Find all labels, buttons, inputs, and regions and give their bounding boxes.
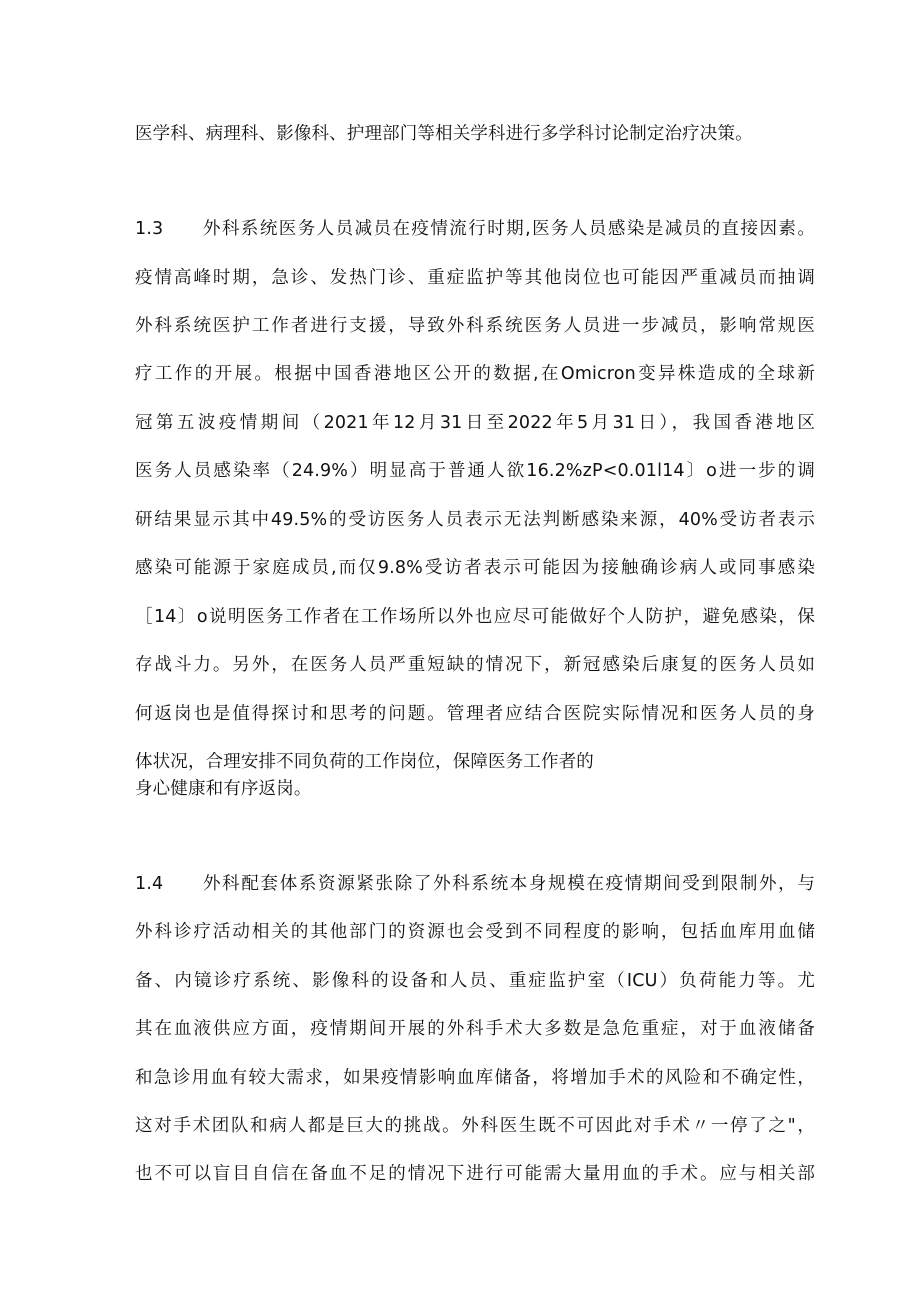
paragraph-line: 存战斗力。另外，在医务人员严重短缺的情况下，新冠感染后康复的医务人员如	[135, 655, 815, 675]
paragraph-line: 外科系统医护工作者进行支援，导致外科系统医务人员进一步减员，影响常规医	[135, 316, 815, 336]
paragraph-line: 这对手术团队和病人都是巨大的挑战。外科医生既不可因此对手术〃一停了之"，	[135, 1116, 815, 1136]
paragraph-line: 身心健康和有序返岗。	[135, 779, 312, 799]
section-heading-text: 外科系统医务人员减员在疫情流行时期,医务人员感染是减员的直接因素。	[203, 219, 815, 239]
paragraph-line: 疫情高峰时期，急诊、发热门诊、重症监护等其他岗位也可能因严重减员而抽调	[135, 268, 815, 288]
section-number: 1.3	[135, 219, 164, 239]
intro-paragraph-line: 医学科、病理科、影像科、护理部门等相关学科进行多学科讨论制定治疗决策。	[135, 124, 753, 144]
paragraph-line: 备、内镜诊疗系统、影像科的设备和人员、重症监护室（ICU）负荷能力等。尤	[135, 971, 815, 991]
section-number: 1.4	[135, 874, 164, 894]
paragraph-line: 体状况，合理安排不同负荷的工作岗位，保障医务工作者的	[135, 752, 594, 772]
paragraph-line: 其在血液供应方面，疫情期间开展的外科手术大多数是急危重症，对于血液储备	[135, 1019, 815, 1039]
paragraph-line: 何返岗也是值得探讨和思考的问题。管理者应结合医院实际情况和医务人员的身	[135, 704, 815, 724]
paragraph-line: 也不可以盲目自信在备血不足的情况下进行可能需大量用血的手术。应与相关部	[135, 1164, 815, 1184]
paragraph-line: 冠第五波疫情期间（2021年12月31日至2022年5月31日），我国香港地区	[135, 413, 815, 433]
paragraph-line: 医务人员感染率（24.9%）明显高于普通人欲16.2%zP<0.01l14〕o进一步的调	[135, 461, 815, 481]
paragraph-line: 研结果显示其中49.5%的受访医务人员表示无法判断感染来源，40%受访者表示	[135, 510, 815, 530]
paragraph-line: ［14〕o说明医务工作者在工作场所以外也应尽可能做好个人防护，避免感染，保	[135, 607, 815, 627]
paragraph-line: 和急诊用血有较大需求，如果疫情影响血库储备，将增加手术的风险和不确定性，	[135, 1068, 815, 1088]
section-heading-text: 外科配套体系资源紧张除了外科系统本身规模在疫情期间受到限制外，与	[203, 874, 815, 894]
paragraph-line: 外科诊疗活动相关的其他部门的资源也会受到不同程度的影响，包括血库用血储	[135, 922, 815, 942]
paragraph-line: 感染可能源于家庭成员,而仅9.8%受访者表示可能因为接触确诊病人或同事感染	[135, 558, 815, 578]
section-1-3-heading	[135, 217, 815, 241]
paragraph-line: 疗工作的开展。根据中国香港地区公开的数据,在Omicron变异株造成的全球新	[135, 364, 815, 384]
section-1-4-heading	[135, 872, 815, 896]
